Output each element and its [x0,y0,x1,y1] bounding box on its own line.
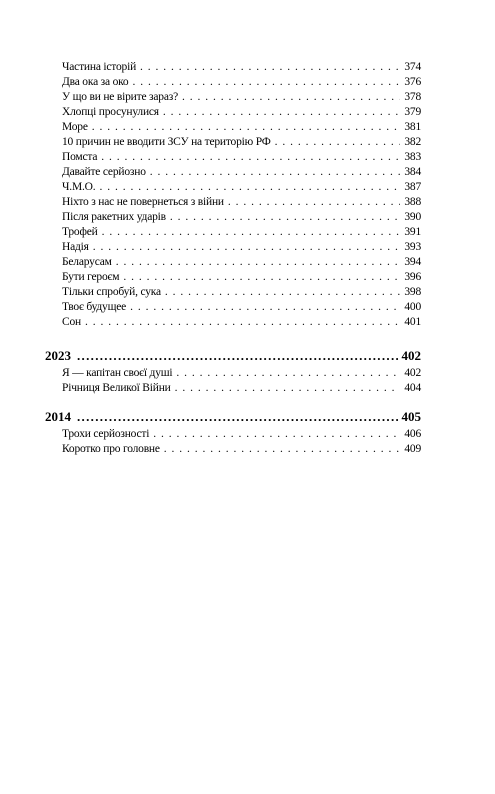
toc-entry[interactable] [62,75,421,90]
toc-entry-page: 391 [404,226,421,238]
section-year: 2014 [45,409,71,424]
dot-leader [275,135,401,150]
toc-entry[interactable] [62,381,421,396]
dot-leader [92,120,401,135]
toc-entry-page: 401 [404,316,421,328]
toc-entry-page: 379 [404,106,421,118]
toc-entry-page: 388 [404,196,421,208]
toc-entry-page: 402 [404,367,421,379]
toc-entry-title: Беларусам [62,256,112,268]
dot-leader [132,75,400,90]
toc-entry[interactable] [62,442,421,457]
toc-entry[interactable] [62,255,421,270]
dot-leader [182,90,400,105]
toc-entry[interactable] [62,60,421,75]
toc-entry[interactable] [62,135,421,150]
toc-entry-page: 384 [404,166,421,178]
toc-entry-title: Річниця Великої Війни [62,382,171,394]
toc-entry[interactable] [62,150,421,165]
toc-entry-title: Надія [62,241,89,253]
toc-entry[interactable] [62,427,421,442]
toc-entry-title: 10 причин не вводити ЗСУ на територію РФ [62,136,271,148]
toc-entry-page: 390 [404,211,421,223]
dot-leader [153,427,400,442]
toc-entry-page: 387 [404,181,421,193]
toc-entry-title: Твоє будущее [62,301,127,313]
section-heading[interactable] [45,409,421,427]
toc-entry-page: 404 [404,382,421,394]
toc-entry-title: Ніхто з нас не повернеться з війни [62,196,224,208]
dot-leader [101,150,400,165]
toc-entry-page: 393 [404,241,421,253]
dot-leader [164,442,401,457]
toc-entry[interactable] [62,240,421,255]
toc-entry-title: Бути героєм [62,271,120,283]
toc-entry-title: Море [62,121,88,133]
toc-section-2014 [45,409,421,457]
toc-entry-title: Два ока за око [62,76,129,88]
toc-list [62,60,421,330]
toc-entry-page: 394 [404,256,421,268]
toc-entry-page: 381 [404,121,421,133]
dot-leader [176,366,400,381]
dot-leader [165,285,400,300]
toc-entry-page: 376 [404,76,421,88]
dot-leader [85,315,400,330]
toc-entry-page: 378 [404,91,421,103]
dot-leader [102,225,401,240]
dot-leader [77,409,398,425]
dot-leader [150,165,401,180]
toc-entry[interactable] [62,195,421,210]
dot-leader [140,60,400,75]
toc-entry[interactable] [62,90,421,105]
dot-leader [130,300,400,315]
toc-entry[interactable] [62,300,421,315]
section-year: 2023 [45,348,71,363]
dot-leader [99,180,400,195]
toc-entry[interactable] [62,285,421,300]
toc-entry-page: 406 [404,428,421,440]
toc-entry-title: Помста [62,151,98,163]
section-page: 402 [401,348,421,363]
toc-entry[interactable] [62,366,421,381]
toc-entry-title: Частина історій [62,61,137,73]
toc-entry-title: Я — капітан своєї душі [62,367,173,379]
toc-entry-page: 382 [404,136,421,148]
toc-entry-title: Сон [62,316,81,328]
toc-entry[interactable] [62,180,421,195]
toc-entry[interactable] [62,165,421,180]
toc-entry-title: Трофей [62,226,98,238]
dot-leader [175,381,401,396]
toc-entry-page: 383 [404,151,421,163]
toc-entry-title: Коротко про головне [62,443,160,455]
dot-leader [77,348,398,364]
dot-leader [116,255,401,270]
toc-entry-title: Хлопці просунулися [62,106,159,118]
toc-entry[interactable] [62,120,421,135]
toc-entry-title: Тільки спробуй, сука [62,286,161,298]
toc-entry[interactable] [62,225,421,240]
toc-entry-title: Після ракетних ударів [62,211,166,223]
dot-leader [93,240,401,255]
section-page: 405 [401,409,421,424]
toc-entry-page: 396 [404,271,421,283]
toc-entry-page: 409 [404,443,421,455]
toc-entry[interactable] [62,315,421,330]
dot-leader [123,270,400,285]
toc-section-2023 [45,348,421,396]
toc-entry[interactable] [62,270,421,285]
toc-entry-title: У що ви не вірите зараз? [62,91,178,103]
toc-entry[interactable] [62,105,421,120]
toc-entry-title: Давайте серйозно [62,166,146,178]
dot-leader [228,195,400,210]
toc-entry-page: 398 [404,286,421,298]
toc-entry-page: 400 [404,301,421,313]
section-heading[interactable] [45,348,421,366]
toc-entry-title: Трохи серйозності [62,428,150,440]
toc-entry-title: Ч.М.О. [62,181,96,193]
dot-leader [170,210,400,225]
toc-entry[interactable] [62,210,421,225]
dot-leader [163,105,400,120]
toc-entry-page: 374 [404,61,421,73]
